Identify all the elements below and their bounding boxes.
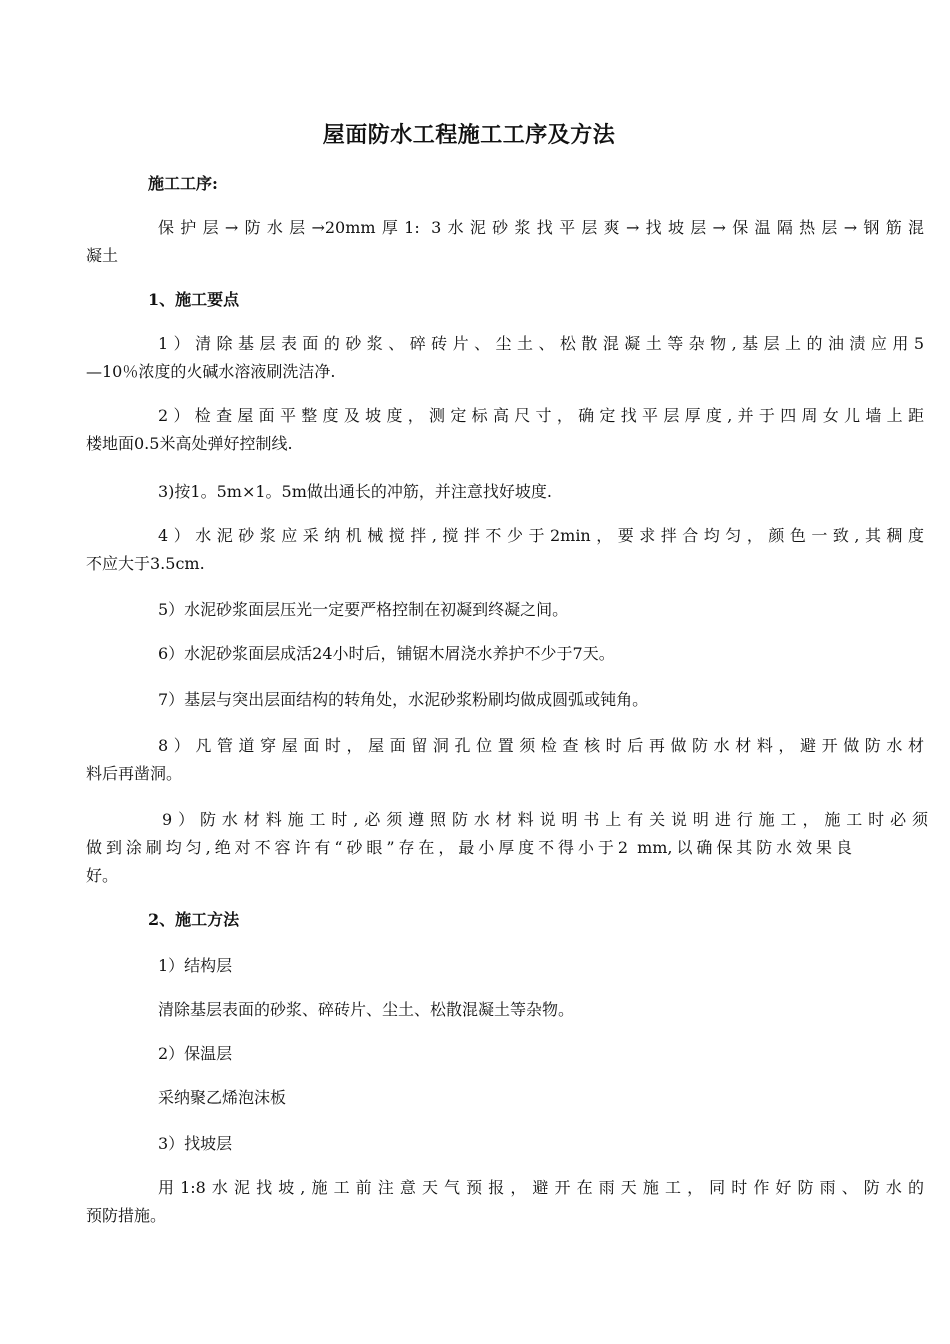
point-6-line1: 6）水泥砂浆面层成活24小时后，铺锯木屑浇水养护不少于7天。 — [158, 644, 615, 663]
point-1-line2: —10％浓度的火碱水溶液刷洗洁净. — [86, 362, 336, 381]
sequence-text-line1: 保护层→防水层→20mm厚1: 3水泥砂浆找平层爽→找坡层→保温隔热层→钢筋混 — [158, 218, 924, 237]
sequence-heading: 施工工序: — [148, 174, 218, 193]
section1-heading: 1、施工要点 — [148, 290, 240, 309]
method-2-label: 2）保温层 — [158, 1044, 233, 1063]
point-8-line2: 料后再凿洞。 — [86, 764, 183, 783]
point-9-line2: 做到涂刷均匀,绝对不容许有“砂眼”存在，最小厚度不得小于2 mm,以确保其防水效果良 — [86, 838, 852, 857]
method-1-text: 清除基层表面的砂浆、碎砖片、尘土、松散混凝土等杂物。 — [158, 1000, 575, 1019]
sequence-text-line2: 凝土 — [86, 246, 119, 265]
point-8-line1: 8）凡管道穿屋面时，屋面留洞孔位置须检查核时后再做防水材料，避开做防水材 — [158, 736, 924, 755]
document-title: 屋面防水工程施工工序及方法 — [322, 122, 616, 148]
point-7-line1: 7）基层与突出层面结构的转角处，水泥砂浆粉刷均做成圆弧或钝角。 — [158, 690, 649, 709]
point-2-line2: 楼地面0.5米高处弹好控制线. — [86, 434, 293, 453]
point-4-line1: 4）水泥砂浆应采纳机械搅拌,搅拌不少于2min，要求拌合均匀，颜色一致,其稠度 — [158, 526, 924, 545]
section2-heading: 2、施工方法 — [148, 910, 240, 929]
point-1-line1: 1）清除基层表面的砂浆、碎砖片、尘土、松散混凝土等杂物,基层上的油渍应用5 — [158, 334, 924, 353]
point-3-line1: 3)按1。5m×1。5m做出通长的冲筋，并注意找好坡度. — [158, 482, 552, 501]
point-9-line1: 9）防水材料施工时,必须遵照防水材料说明书上有关说明进行施工，施工时必须 — [162, 810, 928, 829]
method-2-text: 采纳聚乙烯泡沫板 — [158, 1088, 287, 1107]
method-1-label: 1）结构层 — [158, 956, 233, 975]
method-3-text-line2: 预防措施。 — [86, 1206, 167, 1225]
point-5-line1: 5）水泥砂浆面层压光一定要严格控制在初凝到终凝之间。 — [158, 600, 569, 619]
method-3-label: 3）找坡层 — [158, 1134, 233, 1153]
point-9-line3: 好。 — [86, 866, 119, 885]
point-4-line2: 不应大于3.5cm. — [86, 554, 205, 573]
document-page — [86, 0, 928, 1344]
point-2-line1: 2）检查屋面平整度及坡度，测定标高尺寸，确定找平层厚度,并于四周女儿墙上距 — [158, 406, 924, 425]
method-3-text-line1: 用1:8水泥找坡,施工前注意天气预报，避开在雨天施工，同时作好防雨、防水的 — [158, 1178, 924, 1197]
